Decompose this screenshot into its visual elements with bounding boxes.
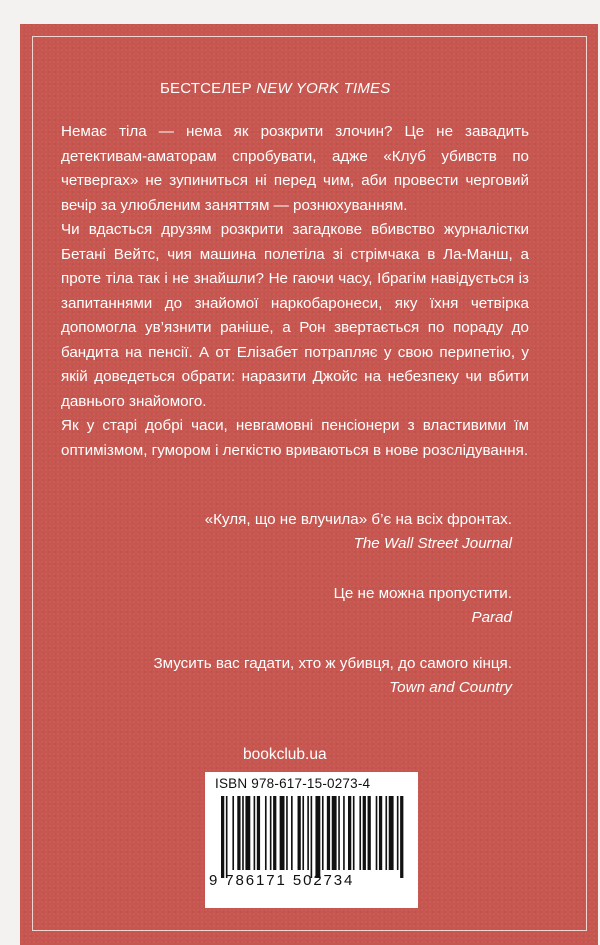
barcode-bar bbox=[368, 796, 371, 870]
barcode-bar bbox=[363, 796, 366, 870]
barcode-bar bbox=[332, 796, 337, 870]
barcode-bar bbox=[343, 796, 345, 870]
review-quote-text: Це не можна пропустити. bbox=[333, 585, 512, 602]
barcode-bar bbox=[280, 796, 285, 870]
barcode-bar bbox=[298, 796, 301, 870]
heading-prefix: БЕСТСЕЛЕР bbox=[160, 80, 257, 97]
blurb-text bbox=[61, 120, 529, 463]
blurb-paragraph: Чи вдасться друзям розкрити загадкове вбивство журналістки Бетані Вейтс, чия машина полетіла зі стрімчака в Ла-Манш, а проте тіла так і не знайшли? Не гаючи часу, Ібрагім навідується із запитаннями до знайомої наркобаронеси, яку їхня четвірка допомогла ув’язнити раніше, а Рон звертається по пораду до бандита на пенсії. А от Елізабет потрапляє у свою перипетію, у якій доведеться обрати: наразити Джойс на небезпеку чи вбити давнього знайомого. bbox=[61, 221, 529, 410]
blurb-paragraph: Немає тіла — нема як розкрити злочин? Це не завадить детективам-аматорам спробувати, адже «Клуб убивств по четвергах» не зупиниться ні перед чим, аби провести черговий вечір за улюбленим заняттям — рознюхуванням. bbox=[61, 123, 529, 214]
barcode-bar bbox=[273, 796, 276, 870]
review-quote-source: Town and Country bbox=[389, 679, 512, 696]
barcode-bar bbox=[315, 796, 320, 878]
barcode-bar bbox=[286, 796, 288, 870]
barcode-bar bbox=[291, 796, 293, 870]
review-quote-text: «Куля, що не влучила» б’є на всіх фронтах. bbox=[204, 511, 512, 528]
barcode-bar bbox=[389, 796, 394, 870]
barcode-bar bbox=[254, 796, 256, 870]
barcode-bar bbox=[237, 796, 240, 870]
review-quote bbox=[334, 582, 512, 630]
isbn-label: ISBN 978-617-15-0273-4 bbox=[215, 776, 371, 791]
barcode-bar bbox=[348, 796, 351, 870]
heading-nyt: NEW YORK TIMES bbox=[256, 80, 391, 97]
blurb-paragraph: Як у старі добрі часи, невгамовні пенсіонери з властивими їм оптимізмом, гумором і легкістю вриваються в нове розслідування. bbox=[61, 417, 529, 459]
publisher-website: bookclub.ua bbox=[243, 746, 327, 763]
barcode-icon bbox=[221, 796, 405, 878]
barcode-bar bbox=[307, 796, 309, 870]
barcode-bar bbox=[257, 796, 260, 870]
barcode-bar bbox=[311, 796, 313, 878]
review-quote-source: Parad bbox=[471, 609, 512, 626]
barcode-bar bbox=[232, 796, 234, 870]
barcode-bar bbox=[359, 796, 361, 870]
review-quote-text: Змусить вас гадати, хто ж убивця, до самого кінця. bbox=[153, 655, 512, 672]
bestseller-heading bbox=[160, 80, 460, 97]
isbn-barcode-panel bbox=[205, 772, 418, 908]
barcode-digits: 9 786171 502734 bbox=[209, 872, 355, 889]
barcode-bar bbox=[379, 796, 382, 870]
review-quote bbox=[205, 508, 512, 556]
barcode-bar bbox=[353, 796, 355, 870]
barcode-bar bbox=[221, 796, 224, 878]
barcode-bar bbox=[385, 796, 387, 870]
review-quote-source: The Wall Street Journal bbox=[353, 535, 512, 552]
barcode-bar bbox=[242, 796, 244, 870]
barcode-bar bbox=[302, 796, 304, 870]
review-quote bbox=[153, 652, 512, 700]
barcode-bar bbox=[338, 796, 340, 870]
barcode-bar bbox=[245, 796, 250, 870]
barcode-bar bbox=[397, 796, 399, 870]
barcode-bar bbox=[327, 796, 330, 870]
barcode-bar bbox=[226, 796, 228, 878]
barcode-bar bbox=[322, 796, 324, 870]
barcode-bar bbox=[265, 796, 267, 870]
barcode-bar bbox=[270, 796, 272, 870]
barcode-bar bbox=[400, 796, 403, 878]
barcode-bar bbox=[376, 796, 378, 870]
